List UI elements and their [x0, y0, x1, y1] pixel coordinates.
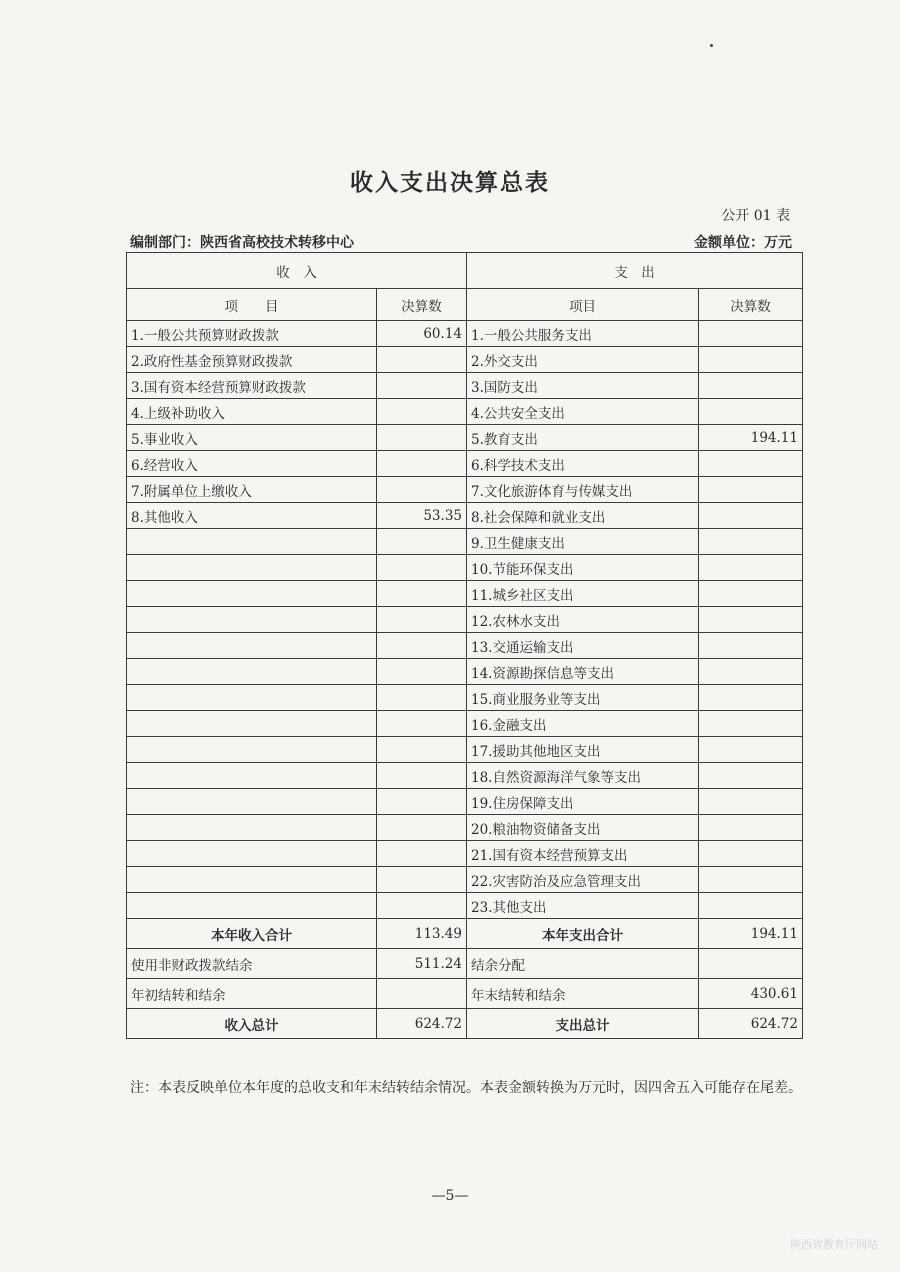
expense-amount-cell	[699, 711, 803, 737]
income-item-cell: 7.附属单位上缴收入	[127, 477, 377, 503]
totals-row	[127, 979, 803, 1009]
table-row	[127, 555, 803, 581]
expense-item-cell: 2.外交支出	[467, 347, 699, 373]
income-item-cell	[127, 893, 377, 919]
expense-amount-cell	[699, 737, 803, 763]
expense-item-cell: 9.卫生健康支出	[467, 529, 699, 555]
table-row	[127, 841, 803, 867]
income-item-cell	[127, 763, 377, 789]
income-amount-cell	[377, 451, 467, 477]
table-row	[127, 477, 803, 503]
income-total-amount: 511.24	[377, 949, 467, 979]
expense-section-header: 支 出	[467, 253, 803, 289]
form-number: 公开 01 表	[721, 208, 790, 224]
expense-item-cell: 23.其他支出	[467, 893, 699, 919]
income-item-cell	[127, 789, 377, 815]
income-amount-cell	[377, 425, 467, 451]
income-amount-cell: 60.14	[377, 321, 467, 347]
expense-amount-cell	[699, 529, 803, 555]
expense-item-cell: 21.国有资本经营预算支出	[467, 841, 699, 867]
income-total-amount: 624.72	[377, 1009, 467, 1039]
income-amount-cell	[377, 711, 467, 737]
table-row	[127, 685, 803, 711]
expense-item-cell: 13.交通运输支出	[467, 633, 699, 659]
expense-amount-cell	[699, 555, 803, 581]
expense-total-amount	[699, 949, 803, 979]
expense-amount-cell	[699, 789, 803, 815]
expense-item-cell: 8.社会保障和就业支出	[467, 503, 699, 529]
income-item-cell: 2.政府性基金预算财政拨款	[127, 347, 377, 373]
income-amount-cell	[377, 373, 467, 399]
table-row	[127, 659, 803, 685]
table-row	[127, 425, 803, 451]
income-amount-cell	[377, 607, 467, 633]
table-row	[127, 893, 803, 919]
footnote: 注：本表反映单位本年度的总收支和年末结转结余情况。本表金额转换为万元时，因四舍五入可能存在尾差。	[130, 1080, 802, 1096]
income-amount-cell	[377, 789, 467, 815]
table-row	[127, 581, 803, 607]
column-header-row	[127, 289, 803, 321]
table-row	[127, 737, 803, 763]
expense-item-cell: 5.教育支出	[467, 425, 699, 451]
watermark: 陕西省教育厅网站	[790, 1238, 878, 1251]
expense-item-cell: 19.住房保障支出	[467, 789, 699, 815]
income-item-cell: 3.国有资本经营预算财政拨款	[127, 373, 377, 399]
income-total-amount	[377, 979, 467, 1009]
income-amount-cell	[377, 815, 467, 841]
expense-amount-cell	[699, 893, 803, 919]
expense-amount-cell	[699, 633, 803, 659]
expense-amount-cell	[699, 321, 803, 347]
table-row	[127, 451, 803, 477]
income-amount-cell	[377, 347, 467, 373]
income-item-cell	[127, 633, 377, 659]
table-row	[127, 399, 803, 425]
income-item-cell: 4.上级补助收入	[127, 399, 377, 425]
expense-amount-cell	[699, 763, 803, 789]
page-title: 收入支出决算总表	[350, 169, 550, 196]
table-row	[127, 503, 803, 529]
expense-amount-cell	[699, 477, 803, 503]
table-row	[127, 321, 803, 347]
expense-total-amount: 194.11	[699, 919, 803, 949]
expense-item-cell: 7.文化旅游体育与传媒支出	[467, 477, 699, 503]
income-amount-cell	[377, 685, 467, 711]
table-row	[127, 711, 803, 737]
expense-amount-cell	[699, 659, 803, 685]
expense-total-label: 本年支出合计	[467, 919, 699, 949]
expense-amount-cell	[699, 347, 803, 373]
expense-item-cell: 6.科学技术支出	[467, 451, 699, 477]
income-item-cell	[127, 581, 377, 607]
income-amount-cell	[377, 555, 467, 581]
expense-amount-cell	[699, 373, 803, 399]
expense-item-cell: 15.商业服务业等支出	[467, 685, 699, 711]
income-amount-cell	[377, 529, 467, 555]
income-item-cell	[127, 607, 377, 633]
expense-item-cell: 3.国防支出	[467, 373, 699, 399]
expense-amount-header: 决算数	[699, 289, 803, 321]
income-amount-cell	[377, 581, 467, 607]
income-amount-cell	[377, 763, 467, 789]
income-item-cell	[127, 737, 377, 763]
income-item-cell	[127, 867, 377, 893]
amount-unit-label: 金额单位：万元	[694, 235, 792, 251]
income-amount-cell	[377, 737, 467, 763]
income-total-label: 年初结转和结余	[127, 979, 377, 1009]
budget-table	[126, 252, 803, 1039]
table-row	[127, 347, 803, 373]
expense-total-label: 年末结转和结余	[467, 979, 699, 1009]
expense-amount-cell	[699, 451, 803, 477]
income-amount-cell	[377, 893, 467, 919]
expense-amount-cell	[699, 685, 803, 711]
expense-item-cell: 20.粮油物资储备支出	[467, 815, 699, 841]
table-row	[127, 529, 803, 555]
income-item-cell	[127, 815, 377, 841]
expense-item-cell: 22.灾害防治及应急管理支出	[467, 867, 699, 893]
income-amount-cell	[377, 399, 467, 425]
income-total-amount: 113.49	[377, 919, 467, 949]
expense-total-label: 支出总计	[467, 1009, 699, 1039]
expense-total-amount: 430.61	[699, 979, 803, 1009]
expense-item-cell: 4.公共安全支出	[467, 399, 699, 425]
expense-amount-cell	[699, 581, 803, 607]
income-item-cell: 1.一般公共预算财政拨款	[127, 321, 377, 347]
expense-item-cell: 12.农林水支出	[467, 607, 699, 633]
income-item-cell: 8.其他收入	[127, 503, 377, 529]
expense-amount-cell	[699, 867, 803, 893]
table-row	[127, 789, 803, 815]
income-item-cell: 6.经营收入	[127, 451, 377, 477]
expense-total-amount: 624.72	[699, 1009, 803, 1039]
expense-item-cell: 1.一般公共服务支出	[467, 321, 699, 347]
income-total-label: 使用非财政拨款结余	[127, 949, 377, 979]
income-item-cell	[127, 555, 377, 581]
expense-item-cell: 18.自然资源海洋气象等支出	[467, 763, 699, 789]
table-row	[127, 815, 803, 841]
scan-speck	[710, 44, 713, 47]
income-amount-header: 决算数	[377, 289, 467, 321]
income-amount-cell	[377, 841, 467, 867]
income-item-cell	[127, 659, 377, 685]
table-row	[127, 633, 803, 659]
expense-amount-cell: 194.11	[699, 425, 803, 451]
income-amount-cell	[377, 477, 467, 503]
income-item-cell	[127, 711, 377, 737]
income-item-cell	[127, 841, 377, 867]
income-item-cell	[127, 529, 377, 555]
income-item-cell: 5.事业收入	[127, 425, 377, 451]
income-item-cell	[127, 685, 377, 711]
section-header-row	[127, 253, 803, 289]
income-total-label: 本年收入合计	[127, 919, 377, 949]
income-amount-cell	[377, 867, 467, 893]
table-row	[127, 763, 803, 789]
totals-row	[127, 1009, 803, 1039]
expense-amount-cell	[699, 503, 803, 529]
totals-row	[127, 949, 803, 979]
income-amount-cell: 53.35	[377, 503, 467, 529]
table-row	[127, 373, 803, 399]
expense-item-cell: 16.金融支出	[467, 711, 699, 737]
expense-item-cell: 14.资源勘探信息等支出	[467, 659, 699, 685]
expense-item-header: 项目	[467, 289, 699, 321]
income-amount-cell	[377, 633, 467, 659]
expense-amount-cell	[699, 607, 803, 633]
income-section-header: 收 入	[127, 253, 467, 289]
expense-item-cell: 11.城乡社区支出	[467, 581, 699, 607]
expense-amount-cell	[699, 841, 803, 867]
page-number: —5—	[431, 1188, 469, 1204]
table-row	[127, 867, 803, 893]
expense-item-cell: 10.节能环保支出	[467, 555, 699, 581]
income-total-label: 收入总计	[127, 1009, 377, 1039]
expense-amount-cell	[699, 815, 803, 841]
department-label: 编制部门：陕西省高校技术转移中心	[130, 235, 354, 251]
expense-item-cell: 17.援助其他地区支出	[467, 737, 699, 763]
table-row	[127, 607, 803, 633]
totals-row	[127, 919, 803, 949]
income-item-header: 项 目	[127, 289, 377, 321]
expense-total-label: 结余分配	[467, 949, 699, 979]
expense-amount-cell	[699, 399, 803, 425]
income-amount-cell	[377, 659, 467, 685]
